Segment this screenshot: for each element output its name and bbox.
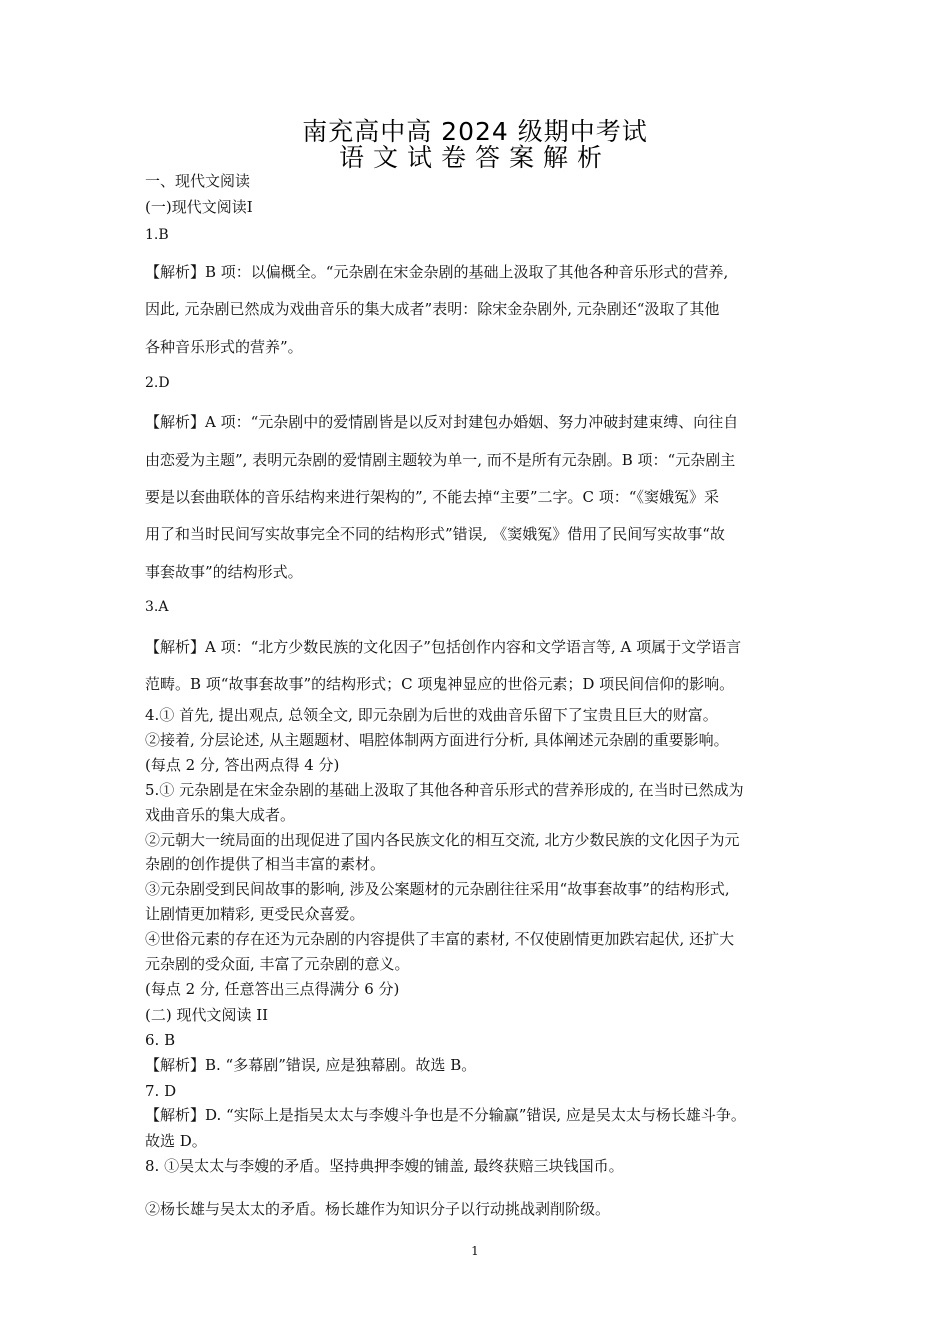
answer-number: 6. B [145, 1031, 176, 1049]
answer-line: 戏曲音乐的集大成者。 [145, 806, 296, 824]
answer-number: 3.A [145, 599, 169, 615]
answer-line: 元杂剧的受众面, 丰富了元杂剧的意义。 [145, 955, 410, 973]
explanation-line: 范畴。B 项“故事套故事”的结构形式；C 项鬼神显应的世俗元素；D 项民间信仰的影响。 [145, 675, 735, 693]
explanation-line: 【解析】A 项：“北方少数民族的文化因子”包括创作内容和文学语言等, A 项属于文学语言 [145, 638, 742, 656]
answer-line: 5.① 元杂剧是在宋金杂剧的基础上汲取了其他各种音乐形式的营养形成的, 在当时已然成为 [145, 781, 744, 799]
answer-line: ②元朝大一统局面的出现促进了国内各民族文化的相互交流, 北方少数民族的文化因子为元 [145, 831, 740, 849]
explanation-line: 故选 D。 [145, 1132, 207, 1150]
answer-line: 8. ①吴太太与李嫂的矛盾。坚持典押李嫂的铺盖, 最终获赔三块钱国币。 [145, 1157, 624, 1175]
explanation-line: 【解析】B. “多幕剧”错误, 应是独幕剧。故选 B。 [145, 1056, 477, 1074]
explanation-line: 因此, 元杂剧已然成为戏曲音乐的集大成者”表明：除宋金杂剧外, 元杂剧还“汲取了其他 [145, 300, 720, 318]
explanation-line: 用了和当时民间写实故事完全不同的结构形式”错误, 《窦娥冤》借用了民间写实故事“故 [145, 525, 725, 543]
answer-line: ③元杂剧受到民间故事的影响, 涉及公案题材的元杂剧往往采用“故事套故事”的结构形式, [145, 880, 730, 898]
answer-line: 杂剧的创作提供了相当丰富的素材。 [145, 855, 386, 873]
answer-number: 2.D [145, 375, 170, 391]
scoring-note: (每点 2 分, 答出两点得 4 分) [145, 756, 340, 774]
explanation-line: 由恋爱为主题”, 表明元杂剧的爱情剧主题较为单一, 而不是所有元杂剧。B 项：“元杂剧主 [145, 451, 736, 469]
explanation-line: 各种音乐形式的营养”。 [145, 338, 303, 356]
subsection-heading: (一)现代文阅读Ⅰ [145, 198, 253, 216]
explanation-line: 事套故事”的结构形式。 [145, 563, 303, 581]
explanation-line: 要是以套曲联体的音乐结构来进行架构的”, 不能去掉“主要”二字。C 项：“《窦娥冤》采 [145, 488, 719, 506]
subsection-heading: (二) 现代文阅读 II [145, 1006, 269, 1024]
answer-line: ②接着, 分层论述, 从主题题材、唱腔体制两方面进行分析, 具体阐述元杂剧的重要影响。 [145, 731, 729, 749]
answer-line: ④世俗元素的存在还为元杂剧的内容提供了丰富的素材, 不仅使剧情更加跌宕起伏, 还扩大 [145, 930, 735, 948]
explanation-line: 【解析】B 项：以偏概全。“元杂剧在宋金杂剧的基础上汲取了其他各种音乐形式的营养, [145, 263, 729, 281]
answer-number: 1.B [145, 227, 169, 243]
page-number: 1 [471, 1244, 479, 1258]
explanation-line: 【解析】D. “实际上是指吴太太与李嫂斗争也是不分输赢”错误, 应是吴太太与杨长雄斗争。 [145, 1106, 746, 1124]
explanation-line: 【解析】A 项：“元杂剧中的爱情剧皆是以反对封建包办婚姻、努力冲破封建束缚、向往自 [145, 413, 739, 431]
answer-line: ②杨长雄与吴太太的矛盾。杨长雄作为知识分子以行动挑战剥削阶级。 [145, 1200, 611, 1218]
answer-line: 让剧情更加精彩, 更受民众喜爱。 [145, 905, 365, 923]
answer-line: 4.① 首先, 提出观点, 总领全文, 即元杂剧为后世的戏曲音乐留下了宝贵且巨大的财富。 [145, 706, 718, 724]
answer-number: 7. D [145, 1082, 177, 1100]
document-subtitle: 语文试卷答案解析 [338, 143, 611, 172]
document-title: 南充高中高 2024 级期中考试 [302, 117, 648, 146]
scoring-note: (每点 2 分, 任意答出三点得满分 6 分) [145, 980, 400, 998]
section-heading: 一、现代文阅读 [145, 172, 251, 190]
